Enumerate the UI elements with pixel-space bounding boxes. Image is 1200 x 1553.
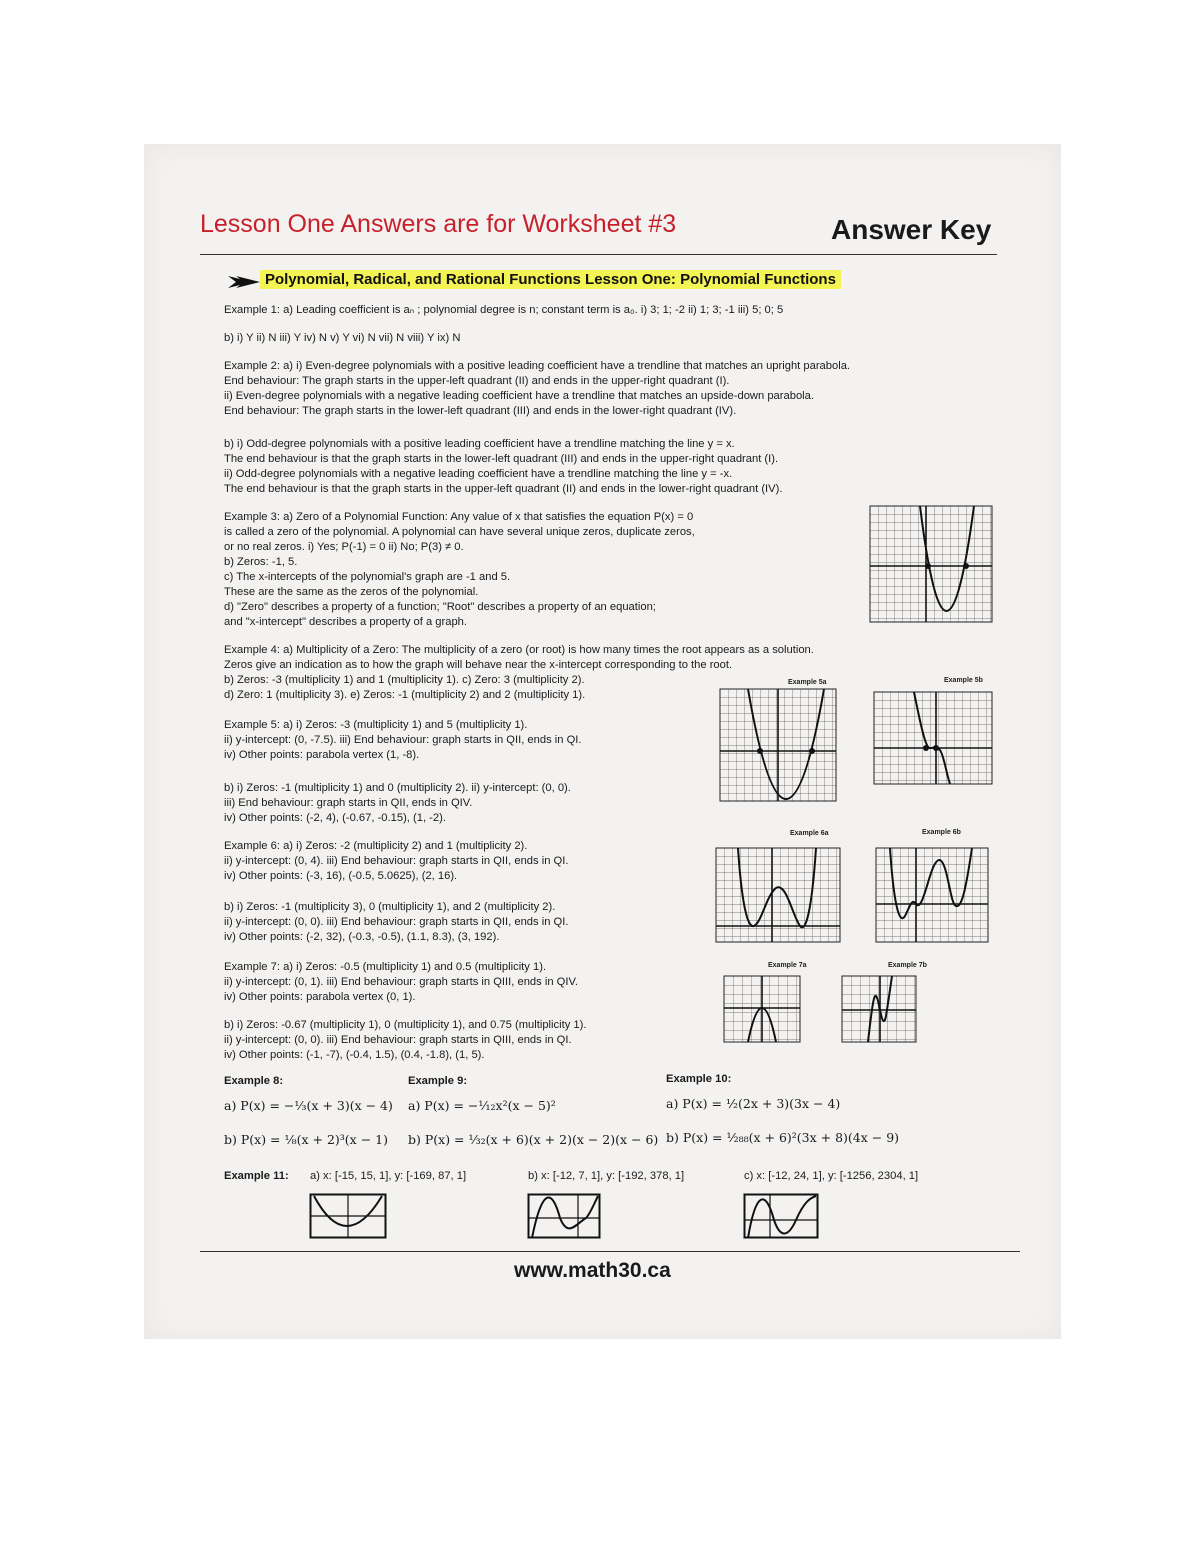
example-11b-window: b) x: [-12, 7, 1], y: [-192, 378, 1] [528, 1170, 685, 1182]
example-1b-line: b) i) Y ii) N iii) Y iv) N v) Y vi) N vii) N viii) Y ix) N [224, 332, 461, 344]
text-line: iii) End behaviour: graph starts in QII, ends in QIV. [224, 797, 473, 809]
text-line: iv) Other points: (-2, 4), (-0.67, -0.15), (1, -2). [224, 812, 446, 824]
example-3-graph [870, 506, 992, 622]
graph-title: Example 5a [788, 679, 827, 686]
graph-title: Example 6a [790, 830, 829, 837]
text-line: These are the same as the zeros of the polynomial. [224, 586, 479, 598]
text-line: iv) Other points: (-1, -7), (-0.4, 1.5), (0.4, -1.8), (1, 5). [224, 1049, 485, 1061]
text-line: ii) Odd-degree polynomials with a negative leading coefficient have a trendline matching the line y = -x. [224, 468, 733, 480]
example-5-line: Example 5: a) i) Zeros: -3 (multiplicity 1) and 5 (multiplicity 1). [224, 719, 528, 731]
example-2-line: Example 2: a) i) Even-degree polynomials with a positive leading coefficient have a trendline that matches an upright parabola. [224, 360, 851, 372]
example-4-line: Example 4: a) Multiplicity of a Zero: The multiplicity of a zero (or root) is how many times the root appears as a solution. [224, 644, 814, 656]
example-11c-graph [744, 1194, 818, 1238]
graph-title: Example 6b [922, 829, 961, 836]
example-9a-equation: a) P(x) = −¹⁄₁₂x²(x − 5)² [408, 1098, 556, 1113]
example-11c-window: c) x: [-12, 24, 1], y: [-1256, 2304, 1] [744, 1170, 919, 1182]
page-title: Lesson One Answers are for Worksheet #3 [200, 210, 677, 238]
text-line: End behaviour: The graph starts in the upper-left quadrant (II) and ends in the upper-right quadrant (I). [224, 375, 730, 387]
arrow-icon [228, 274, 262, 288]
text-line: b) i) Zeros: -1 (multiplicity 1) and 0 (multiplicity 2). ii) y-intercept: (0, 0). [224, 782, 571, 794]
example-5a-graph [720, 689, 836, 801]
text-line: is called a zero of the polynomial. A polynomial can have several unique zeros, duplicate zeros, [224, 526, 695, 538]
text-line: b) Zeros: -3 (multiplicity 1) and 1 (multiplicity 1). c) Zero: 3 (multiplicity 2). [224, 674, 585, 686]
example-6-line: Example 6: a) i) Zeros: -2 (multiplicity 2) and 1 (multiplicity 2). [224, 840, 528, 852]
graph-title: Example 7b [888, 962, 927, 969]
example-11-heading: Example 11: [224, 1170, 289, 1182]
example-7-line: Example 7: a) i) Zeros: -0.5 (multiplicity 1) and 0.5 (multiplicity 1). [224, 961, 547, 973]
text-line: ii) y-intercept: (0, 1). iii) End behaviour: graph starts in QIII, ends in QIV. [224, 976, 579, 988]
text-line: c) The x-intercepts of the polynomial's graph are -1 and 5. [224, 571, 511, 583]
text-line: d) Zero: 1 (multiplicity 3). e) Zeros: -1 (multiplicity 2) and 2 (multiplicity 1). [224, 689, 586, 701]
text-line: ii) y-intercept: (0, 0). iii) End behaviour: graph starts in QII, ends in QI. [224, 916, 569, 928]
lesson-heading: Polynomial, Radical, and Rational Functions Lesson One: Polynomial Functions [260, 270, 841, 289]
text-line: ii) y-intercept: (0, 4). iii) End behaviour: graph starts in QII, ends in QI. [224, 855, 569, 867]
text-line: iv) Other points: (-3, 16), (-0.5, 5.0625), (2, 16). [224, 870, 458, 882]
example-6a-graph [716, 848, 840, 942]
header-rule [200, 254, 997, 255]
example-8b-equation: b) P(x) = ⅛(x + 2)³(x − 1) [224, 1132, 388, 1147]
text-line: Zeros give an indication as to how the graph will behave near the x-intercept corresponding to the root. [224, 659, 733, 671]
example-7b-graph [842, 976, 916, 1042]
example-11a-graph [310, 1194, 386, 1238]
graph-title: Example 5b [944, 677, 983, 684]
example-10-heading: Example 10: [666, 1073, 732, 1085]
worksheet-page [144, 144, 1061, 1339]
example-11b-graph [528, 1194, 600, 1238]
answer-key-title: Answer Key [831, 214, 992, 245]
text-line: or no real zeros. i) Yes; P(-1) = 0 ii) No; P(3) ≠ 0. [224, 541, 464, 553]
example-3-line: Example 3: a) Zero of a Polynomial Function: Any value of x that satisfies the equation P(x) = 0 [224, 511, 694, 523]
footer-url: www.math30.ca [514, 1259, 671, 1282]
text-line: End behaviour: The graph starts in the lower-left quadrant (III) and ends in the lower-right quadrant (IV). [224, 405, 737, 417]
example-10a-equation: a) P(x) = ½(2x + 3)(3x − 4) [666, 1096, 841, 1111]
text-line: d) "Zero" describes a property of a function; "Root" describes a property of an equation; [224, 601, 656, 613]
text-line: ii) y-intercept: (0, 0). iii) End behaviour: graph starts in QIII, ends in QI. [224, 1034, 572, 1046]
text-line: b) Zeros: -1, 5. [224, 556, 298, 568]
text-line: iv) Other points: (-2, 32), (-0.3, -0.5), (1.1, 8.3), (3, 192). [224, 931, 500, 943]
example-6b-graph [876, 848, 988, 942]
text-line: iv) Other points: parabola vertex (0, 1). [224, 991, 416, 1003]
example-10b-equation: b) P(x) = ¹⁄₂₈₈(x + 6)²(3x + 8)(4x − 9) [666, 1130, 900, 1145]
text-line: and "x-intercept" describes a property of a graph. [224, 616, 468, 628]
footer-rule [200, 1251, 1020, 1252]
text-line: The end behaviour is that the graph starts in the upper-left quadrant (II) and ends in the lower-right quadrant (IV). [224, 483, 783, 495]
text-line: b) i) Zeros: -0.67 (multiplicity 1), 0 (multiplicity 1), and 0.75 (multiplicity 1). [224, 1019, 587, 1031]
example-9-heading: Example 9: [408, 1075, 468, 1087]
example-9b-equation: b) P(x) = ¹⁄₃₂(x + 6)(x + 2)(x − 2)(x − 6) [408, 1132, 659, 1147]
example-8a-equation: a) P(x) = −⅓(x + 3)(x − 4) [224, 1098, 393, 1113]
text-line: b) i) Odd-degree polynomials with a positive leading coefficient have a trendline matching the line y = x. [224, 438, 735, 450]
text-line: The end behaviour is that the graph starts in the lower-left quadrant (III) and ends in the upper-right quadrant (I). [224, 453, 779, 465]
text-line: iv) Other points: parabola vertex (1, -8). [224, 749, 420, 761]
graph-title: Example 7a [768, 962, 807, 969]
text-line: ii) Even-degree polynomials with a negative leading coefficient have a trendline that matches an upside-down parabola. [224, 390, 814, 402]
text-line: b) i) Zeros: -1 (multiplicity 3), 0 (multiplicity 1), and 2 (multiplicity 2). [224, 901, 556, 913]
example-1-line: Example 1: a) Leading coefficient is aₙ ; polynomial degree is n; constant term is a₀. i) 3; 1; -2 ii) 1; 3; -1 iii) 5; 0; 5 [224, 304, 784, 316]
example-8-heading: Example 8: [224, 1075, 284, 1087]
example-7a-graph [724, 976, 800, 1042]
example-5b-graph [874, 692, 992, 784]
text-line: ii) y-intercept: (0, -7.5). iii) End behaviour: graph starts in QII, ends in QI. [224, 734, 582, 746]
example-11a-window: a) x: [-15, 15, 1], y: [-169, 87, 1] [310, 1170, 467, 1182]
